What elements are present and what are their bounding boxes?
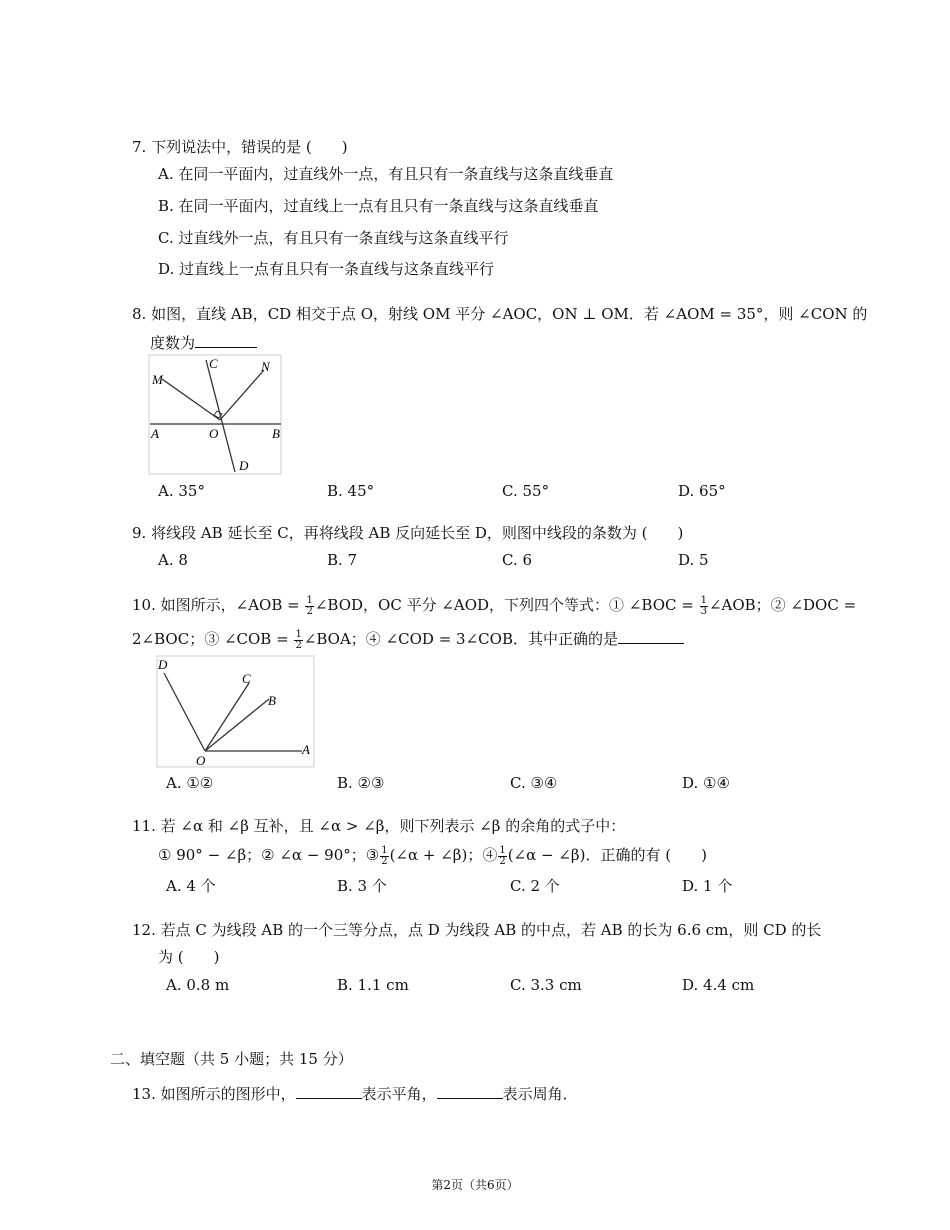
q10-stem-part4: 2∠BOC；③ ∠COB = <box>132 630 294 648</box>
q11-fraction-half <box>380 846 388 867</box>
q11-expr-part3: (∠α − ∠β)．正确的有 ( ) <box>507 846 707 864</box>
q13-part1: 13. 如图所示的图形中， <box>132 1085 296 1103</box>
q10-fraction-half <box>305 596 313 617</box>
q8-stem-line1: 8. 如图，直线 AB，CD 相交于点 O，射线 OM 平分 ∠AOC，ON ⊥ OM．若 ∠AOM = 35°，则 ∠CON 的 <box>132 305 868 323</box>
q13-stem <box>132 1082 578 1104</box>
q11-frac-den: 2 <box>499 855 506 867</box>
q11-option-d: D. 1 个 <box>682 877 733 895</box>
q10-ray-ob <box>205 699 269 751</box>
q8-label-o: O <box>209 426 219 441</box>
q10-option-a: A. ①② <box>166 774 214 792</box>
q9-stem: 9. 将线段 AB 延长至 C，再将线段 AB 反向延长至 D，则图中线段的条数为 ( ) <box>132 524 684 542</box>
q10-frac-den: 2 <box>295 639 302 651</box>
q10-label-a: A <box>302 742 310 757</box>
q8-ray-on <box>220 370 264 420</box>
q7-stem: 7. 下列说法中，错误的是 ( ) <box>132 138 348 156</box>
q11-expr-part1: ① 90° − ∠β；② ∠α − 90°；③ <box>158 846 380 864</box>
q11-option-a: A. 4 个 <box>166 877 216 895</box>
q12-option-c: C. 3.3 cm <box>510 976 582 994</box>
page-footer: 第2页（共6页） <box>431 1178 519 1192</box>
q9-option-a: A. 8 <box>158 551 188 569</box>
q10-stem-part2: ∠BOD，OC 平分 ∠AOD，下列四个等式：① ∠BOC = <box>314 596 699 614</box>
q7-option-d: D. 过直线上一点有且只有一条直线与这条直线平行 <box>158 260 495 278</box>
q10-fraction-third <box>700 596 708 617</box>
q10-frac-den: 2 <box>306 605 313 617</box>
q10-label-d: D <box>158 657 168 672</box>
q8-option-b: B. 45° <box>327 482 375 500</box>
q8-figure <box>148 354 283 476</box>
q10-stem-part3: ∠AOB；② ∠DOC = <box>708 596 857 614</box>
q10-label-c: C <box>242 671 251 686</box>
q8-label-a: A <box>151 426 159 441</box>
q11-option-c: C. 2 个 <box>510 877 560 895</box>
q11-option-b: B. 3 个 <box>337 877 387 895</box>
q12-option-a: A. 0.8 m <box>166 976 230 994</box>
q13-part3: 表示周角． <box>502 1085 578 1103</box>
q7-option-b: B. 在同一平面内，过直线上一点有且只有一条直线与这条直线垂直 <box>158 197 599 215</box>
q12-stem-line2: 为 ( ) <box>158 948 220 966</box>
q10-option-d: D. ①④ <box>682 774 730 792</box>
q10-label-b: B <box>268 693 276 708</box>
q10-answer-blank[interactable] <box>618 627 684 644</box>
q8-answer-blank[interactable] <box>195 331 257 348</box>
q12-option-d: D. 4.4 cm <box>682 976 755 994</box>
q10-stem-part5: ∠BOA；④ ∠COD = 3∠COB．其中正确的是 <box>303 630 618 648</box>
q11-fraction-half-2 <box>498 846 506 867</box>
q8-label-m: M <box>152 372 163 387</box>
q11-frac-num: 1 <box>499 844 506 856</box>
q8-stem-text: 度数为 <box>150 334 196 352</box>
q10-frac-num: 1 <box>700 594 707 606</box>
q10-frac-num: 1 <box>295 628 302 640</box>
q11-frac-den: 2 <box>381 855 388 867</box>
q8-stem-line2 <box>150 331 257 353</box>
q10-label-o: O <box>196 753 206 768</box>
q10-ray-od <box>164 673 205 751</box>
q7-option-c: C. 过直线外一点，有且只有一条直线与这条直线平行 <box>158 229 509 247</box>
q13-part2: 表示平角， <box>361 1085 437 1103</box>
q9-option-d: D. 5 <box>678 551 709 569</box>
q8-option-d: D. 65° <box>678 482 726 500</box>
q8-label-c: C <box>209 356 218 371</box>
q10-option-b: B. ②③ <box>337 774 385 792</box>
q13-blank-straight-angle[interactable] <box>296 1082 362 1099</box>
q8-option-c: C. 55° <box>502 482 550 500</box>
q12-stem-line1: 12. 若点 C 为线段 AB 的一个三等分点，点 D 为线段 AB 的中点，若 AB 的长为 6.6 cm，则 CD 的长 <box>132 921 822 939</box>
q10-figure-border <box>157 656 314 767</box>
q10-stem-line1 <box>132 595 856 617</box>
q7-option-a: A. 在同一平面内，过直线外一点，有且只有一条直线与这条直线垂直 <box>158 165 614 183</box>
q11-expr-part2: (∠α + ∠β)；④ <box>389 846 498 864</box>
q10-frac-num: 1 <box>306 594 313 606</box>
q8-label-d: D <box>239 458 249 473</box>
q8-label-b: B <box>272 426 280 441</box>
q8-label-n: N <box>261 359 270 374</box>
q10-fraction-half-2 <box>294 630 302 651</box>
q10-frac-den: 3 <box>700 605 707 617</box>
q9-option-c: C. 6 <box>502 551 533 569</box>
q10-stem-part1: 10. 如图所示，∠AOB = <box>132 596 305 614</box>
q10-ray-oc <box>205 683 249 751</box>
q13-blank-full-angle[interactable] <box>437 1082 503 1099</box>
q11-frac-num: 1 <box>381 844 388 856</box>
q11-stem: 11. 若 ∠α 和 ∠β 互补，且 ∠α > ∠β，则下列表示 ∠β 的余角的式子中： <box>132 817 626 835</box>
q12-option-b: B. 1.1 cm <box>337 976 409 994</box>
section-title-fill-in: 二、填空题（共 5 小题；共 15 分） <box>110 1050 353 1068</box>
q8-ray-om <box>162 379 220 420</box>
q10-option-c: C. ③④ <box>510 774 558 792</box>
q9-option-b: B. 7 <box>327 551 358 569</box>
q8-option-a: A. 35° <box>158 482 205 500</box>
q10-figure <box>156 655 316 769</box>
q10-stem-line2 <box>132 627 684 651</box>
q11-expressions <box>158 845 707 867</box>
